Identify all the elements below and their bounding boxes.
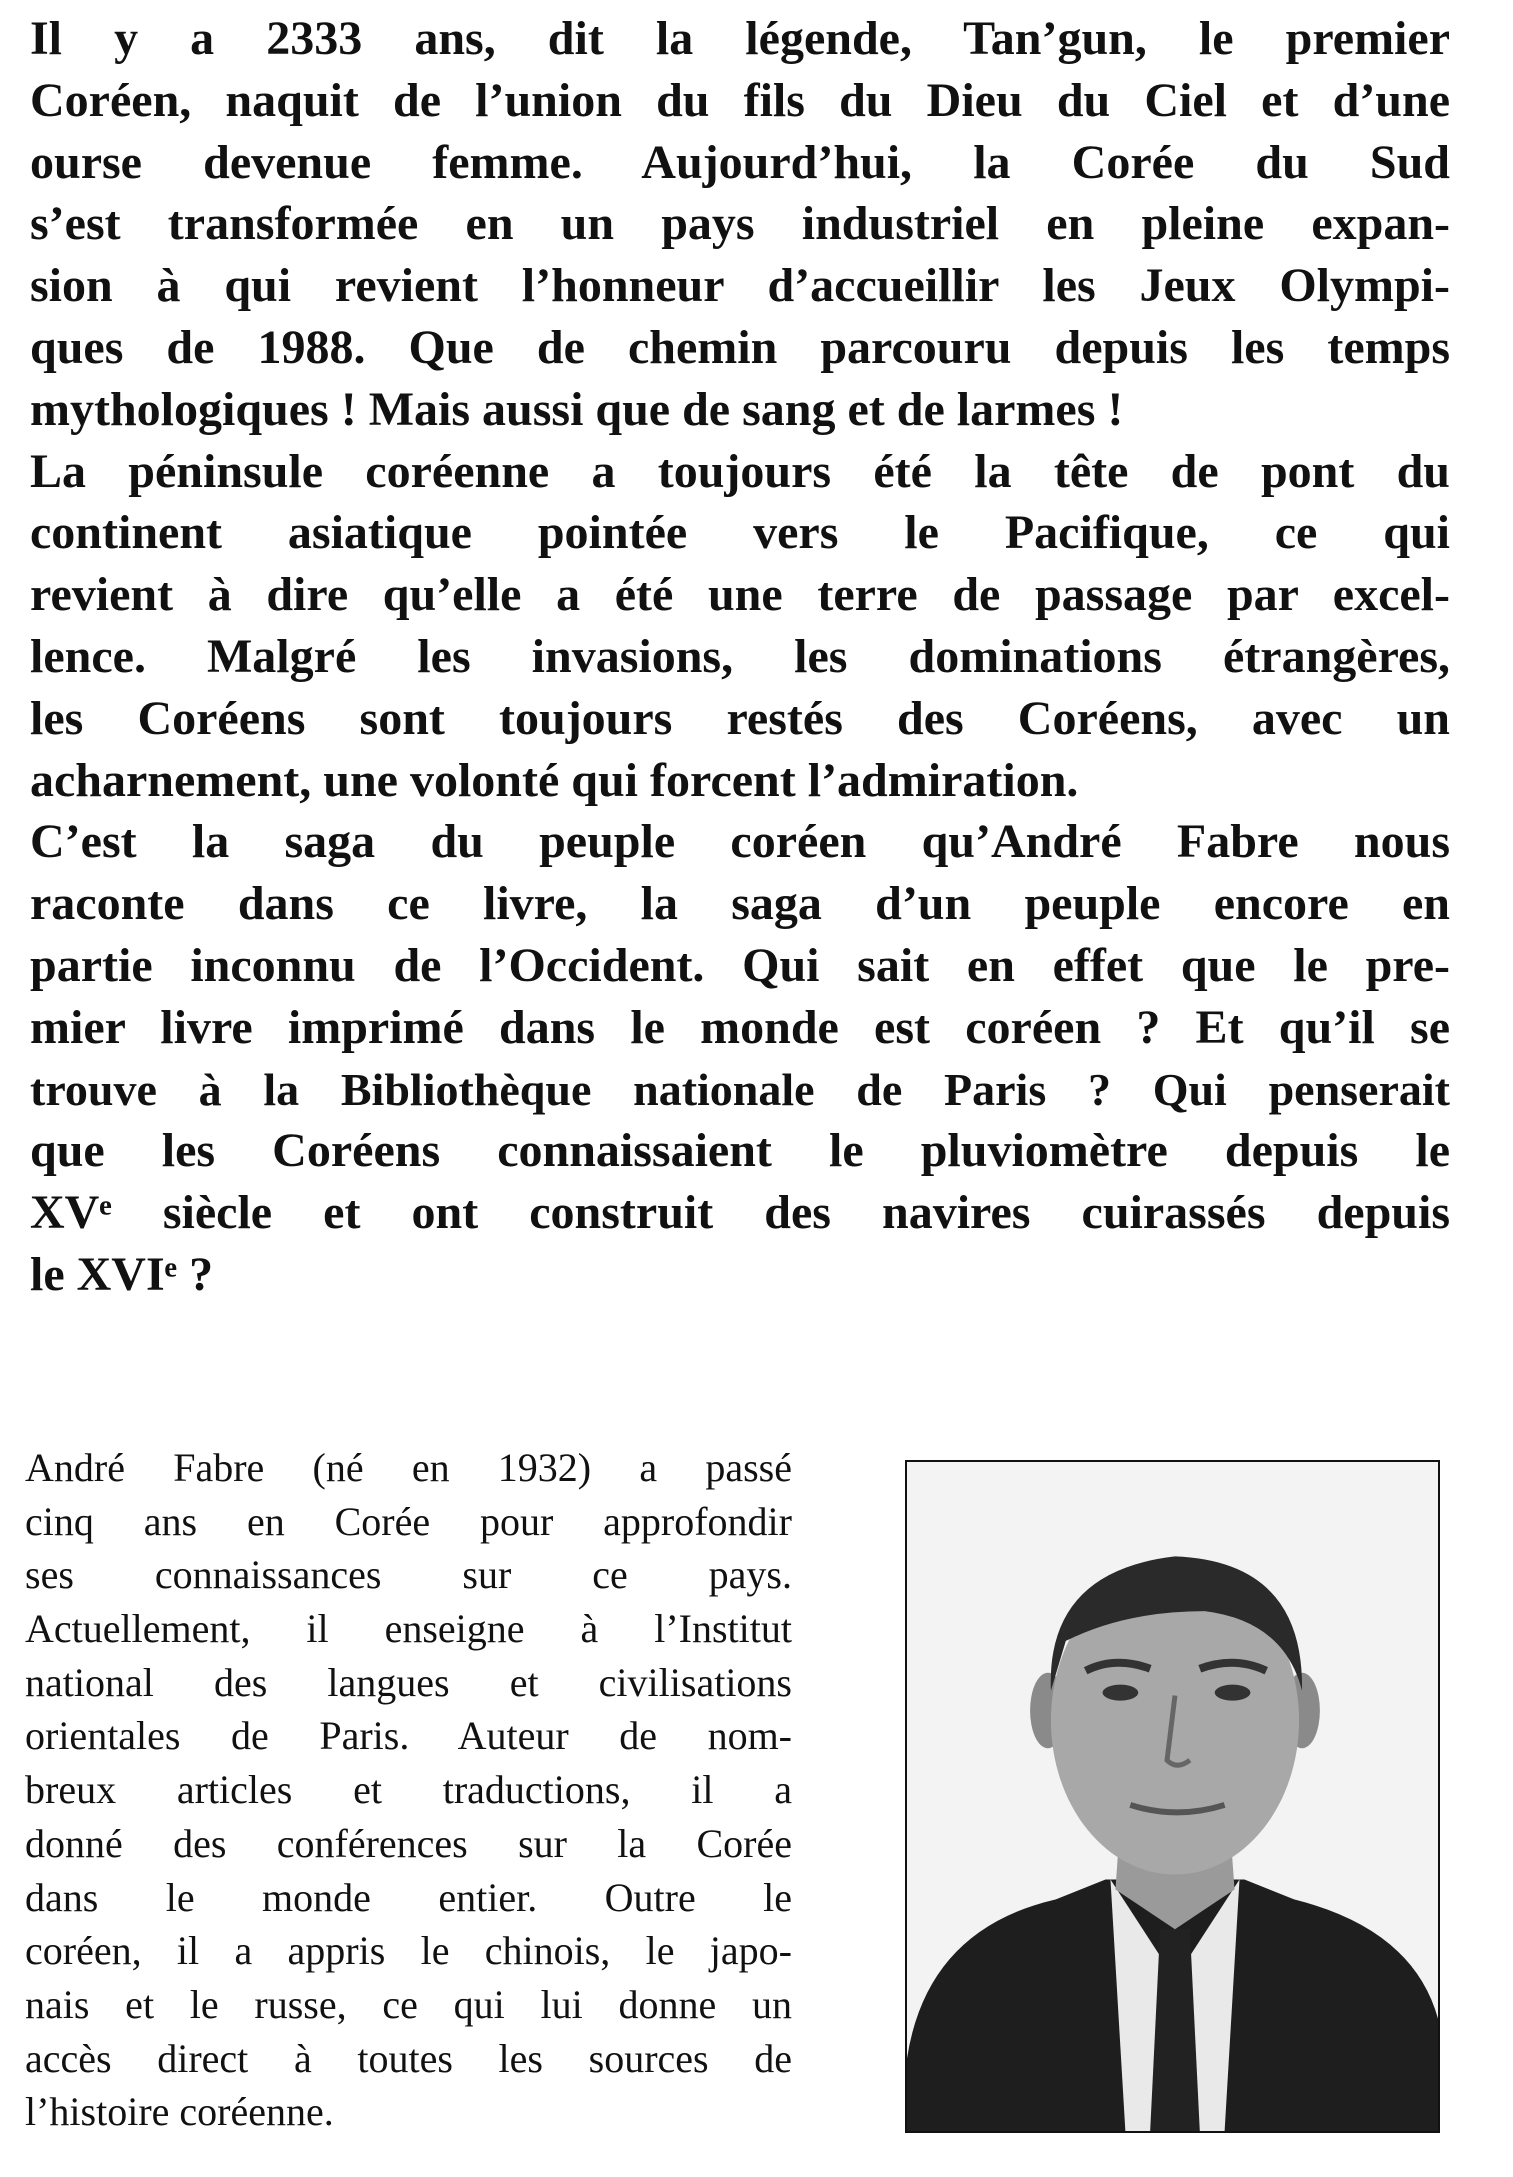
text-line: mythologiques ! Mais aussi que de sang et de larmes ! (30, 382, 1124, 436)
text-line: Il y a 2333 ans, dit la légende, Tan’gun, le premier (30, 12, 1450, 65)
bio-line: accès direct à toutes les sources de (25, 2035, 792, 2081)
text-line: XVᵉ siècle et ont construit des navires cuirassés depuis (30, 1186, 1450, 1240)
main-text-block (30, 8, 1450, 1306)
bio-line: ses connaissances sur ce pays. (25, 1552, 792, 1598)
text-line: La péninsule coréenne a toujours été la tête de pont du (30, 444, 1450, 498)
bio-line: breux articles et traductions, il a (25, 1767, 792, 1813)
text-line: le XVIᵉ ? (30, 1247, 214, 1301)
bio-line: orientales de Paris. Auteur de nom- (25, 1713, 792, 1759)
text-line: trouve à la Bibliothèque nationale de Paris ? Qui penserait (30, 1063, 1450, 1115)
text-line: ourse devenue femme. Aujourd’hui, la Corée du Sud (30, 135, 1450, 189)
text-line: ques de 1988. Que de chemin parcouru depuis les temps (30, 320, 1450, 374)
portrait-image (907, 1462, 1438, 2131)
bio-line: l’histoire coréenne. (25, 2089, 334, 2135)
text-line: mier livre imprimé dans le monde est coréen ? Et qu’il se (30, 1000, 1450, 1054)
bio-line: Actuellement, il enseigne à l’Institut (25, 1606, 792, 1652)
text-line: lence. Malgré les invasions, les dominations étrangères, (30, 629, 1450, 683)
text-line: partie inconnu de l’Occident. Qui sait en effet que le pre- (30, 938, 1450, 992)
text-line: sion à qui revient l’honneur d’accueillir les Jeux Olympi- (30, 259, 1450, 313)
bio-line: nais et le russe, ce qui lui donne un (25, 1981, 792, 2027)
bio-line: donné des conférences sur la Corée (25, 1820, 792, 1866)
bio-line: national des langues et civilisations (25, 1659, 792, 1705)
bio-line: coréen, il a appris le chinois, le japo- (25, 1928, 792, 1974)
text-line: Coréen, naquit de l’union du fils du Dieu du Ciel et d’une (30, 73, 1450, 127)
text-line: les Coréens sont toujours restés des Coréens, avec un (30, 691, 1450, 745)
text-line: raconte dans ce livre, la saga d’un peuple encore en (30, 877, 1450, 931)
author-bio (25, 1441, 792, 2139)
text-line: continent asiatique pointée vers le Pacifique, ce qui (30, 506, 1450, 560)
bio-line: dans le monde entier. Outre le (25, 1874, 792, 1920)
text-line: revient à dire qu’elle a été une terre de passage par excel- (30, 568, 1450, 622)
bio-line: cinq ans en Corée pour approfondir (25, 1498, 792, 1544)
text-line: acharnement, une volonté qui forcent l’admiration. (30, 753, 1079, 807)
text-line: C’est la saga du peuple coréen qu’André Fabre nous (30, 815, 1450, 869)
author-photo (905, 1460, 1440, 2133)
text-line: que les Coréens connaissaient le pluviomètre depuis le (30, 1124, 1450, 1178)
bio-line: André Fabre (né en 1932) a passé (25, 1445, 792, 1490)
text-line: s’est transformée en un pays industriel en pleine expan- (30, 197, 1450, 251)
